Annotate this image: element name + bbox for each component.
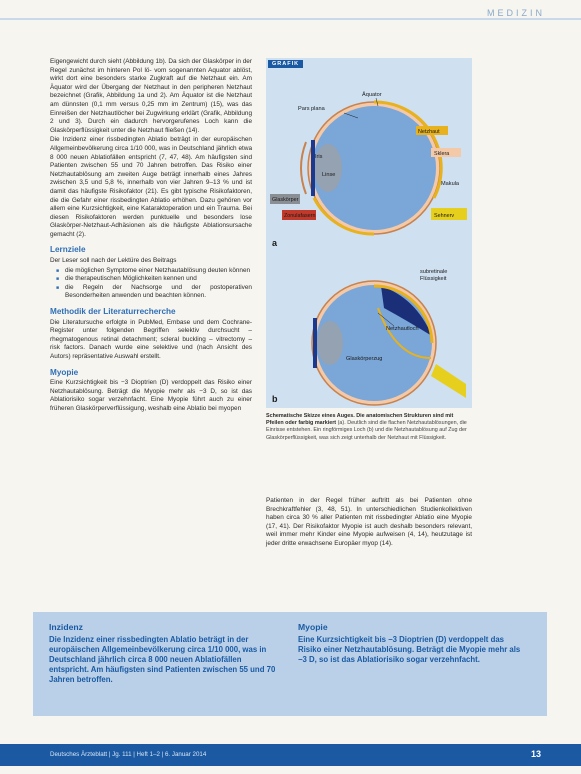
label-glaskoerperzug: Glaskörperzug xyxy=(346,356,383,362)
label-makula: Makula xyxy=(441,181,460,187)
summary-myopia-heading: Myopie xyxy=(298,622,328,632)
caption-rest: (a). Deutlich sind die flachen Netzhautablösungen, die Einrisse entstehen. Ein ringförmiges Loch (b) und die Netzhautablösung auf Zug der Glaskörperflüssigkeit, was sich zeigt unterhalb der Netzhaut mit Flüssigkeit. xyxy=(266,420,467,441)
left-column xyxy=(50,58,252,415)
label-linse: Linse xyxy=(322,172,336,178)
label-aequator: Äquator xyxy=(362,92,382,98)
methodology-text: Die Literatursuche erfolgte in PubMed, Embase und dem Cochrane-Register unter folgenden Begriffen selektiv durchsucht – rhegmatogenous retinal detachment; scleral buckling – vitrectomy – risk factors. Danach wurde eine selektive und (nach Ansicht des Autors) repräsentative Auswahl erstellt. xyxy=(50,318,252,360)
panel-b xyxy=(312,281,466,405)
rubric-divider xyxy=(0,18,581,20)
eye-figure xyxy=(266,58,472,408)
page-number: 13 xyxy=(530,749,541,759)
panel-b-letter: b xyxy=(272,394,278,404)
journal-citation: Deutsches Ärzteblatt | Jg. 111 | Heft 1–2 | 6. Januar 2014 xyxy=(50,751,207,758)
right-column xyxy=(266,497,472,549)
section-rubric: MEDIZIN xyxy=(487,8,545,18)
label-netzhautloch: Netzhautloch xyxy=(386,326,419,332)
label-subretinale-fluessigkeit-1: subretinale xyxy=(420,269,448,275)
body-paragraph: Eigengewicht durch sieht (Abbildung 1b). Da sich der Glaskörper in der Regel zunächst im hinteren Pol lö- vom sogenannten Aquator ablöst, wirkt dort eine besonders starke Zugkraft auf die Netzhaut ein. Am Äquator wird der Übergang der Netzhaut in den peripheren Netzhaut bezeichnet (Grafik, Abbildung 1a und 2). Am Äquator ist die Netzhaut am dünnsten (0,1 mm versus 0,25 mm im Zentrum) (15), was das Einreißen der Netzhautlöcher bei Zugwirkung erklärt (Grafik, Abbildung 2 und 3). Durch ein dadurch hervorgerufenes Loch kann die Glaskörperflüssigkeit unter die Netzhaut fließen (14). xyxy=(50,58,252,134)
learning-goals-lead: Der Leser soll nach der Lektüre des Beitrags xyxy=(50,257,177,265)
summary-box xyxy=(33,612,547,716)
figure-label: GRAFIK xyxy=(268,60,303,68)
footer-bar xyxy=(0,744,581,766)
label-zonulafasern: Zonulafasern xyxy=(284,213,316,219)
summary-incidence-text: Die Inzidenz einer rissbedingten Ablatio beträgt in der europäischen Allgemeinbevölkerung circa 1/10 000, was in Deutschland jährlich circa 8 000 neuen Ablatiofällen entspricht. Am häufigsten sind Patienten zwischen 55 und 70 Jahren betroffen. xyxy=(49,635,276,684)
label-subretinale-fluessigkeit: Flüssigkeit xyxy=(420,276,447,282)
panel-a-letter: a xyxy=(272,238,278,248)
learning-goals-heading: Lernziele xyxy=(50,245,86,255)
caption-bold: Schematische Skizze eines Auges. Die anatomischen Strukturen sind mit Pfeilen oder farbig markiert xyxy=(266,413,454,427)
summary-incidence xyxy=(49,622,279,685)
summary-myopia xyxy=(298,622,528,665)
learning-goals-list xyxy=(56,267,252,301)
label-sklera: Sklera xyxy=(434,151,450,157)
myopia-heading: Myopie xyxy=(50,367,79,377)
label-netzhaut: Netzhaut xyxy=(418,129,440,135)
body-paragraph: Die Inzidenz einer rissbedingten Ablatio beträgt in der europäischen Allgemeinbevölkerung circa 1/10 000, was in Deutschland jährlich etwa 8 000 neuen Ablatiofällen entspricht (7, 47, 48). Am häufigsten sind Patienten zwischen 55 und 70 Jahren betroffen. Das Risiko einer Netzhautablösung am zweiten Auge beträgt innerhalb eines Jahres zwischen 3,5 und 5,8 %, innerhalb von vier Jahren 9–13 % und ist damit das häufigste Risikofaktor (21). Es gibt typische Risikofaktoren, die die Gefahr einer rissbedingten Ablatio erhöhen. Dazu gehören vor allem eine Kurzsichtigkeit, eine Kataraktoperation und ein Trauma. Bei diesen Risikofaktoren werden punktuelle und besonders lose Glaskörper-Netzhaut-Adhäsionen als die häufigste Ablationsursache gemacht (2). xyxy=(50,136,252,238)
label-glaskoerper: Glaskörper xyxy=(272,197,299,203)
methodology-heading: Methodik der Literaturrecherche xyxy=(50,307,176,317)
summary-incidence-heading: Inzidenz xyxy=(49,622,83,632)
list-item: ■ die möglichen Symptome einer Netzhautablösung deuten können xyxy=(56,267,252,276)
myopia-text: Eine Kurzsichtigkeit bis −3 Dioptrien (D) verdoppelt das Risiko einer Netzhautablösung. Beträgt die Myopie mehr als −3 D, so ist das Ablatiorisiko sogar verzehnfacht. Eine Myopie führt auch zu einer früheren Glaskörperverflüssigung, weshalb eine Ablatio bei myopen xyxy=(50,379,252,412)
label-sehnerv: Sehnerv xyxy=(434,213,455,219)
body-paragraph: Patienten in der Regel früher auftritt als bei Patienten ohne Brechkraftfehler (3, 48, 51). In unterschiedlichen Studienkollektiven haben circa 30 % aller Patienten mit rissbedingter Ablatio eine Myopie (17, 41). Der Risikofaktor Myopie ist auch deshalb besonders relevant, weil immer mehr Kinder eine Myopie aufweisen (4, 14), heutzutage ist jeder dritte erwachsene Europäer myop (14). xyxy=(266,497,472,547)
list-item: ■ die therapeutischen Möglichkeiten kennen und xyxy=(56,275,252,284)
label-pars-plana: Pars plana xyxy=(298,106,325,112)
summary-myopia-text: Eine Kurzsichtigkeit bis −3 Dioptrien (D) verdoppelt das Risiko einer Netzhautablösung. Beträgt die Myopie mehr als −3 D, so ist das Ablatiorisiko sogar verzehnfacht. xyxy=(298,635,521,664)
label-iris: Iris xyxy=(315,154,323,160)
list-item: ■ die Regeln der Nachsorge und der postoperativen Besonderheiten anwenden und beachten können. xyxy=(56,284,252,301)
eye-diagram xyxy=(266,58,472,408)
figure-caption xyxy=(266,413,472,442)
